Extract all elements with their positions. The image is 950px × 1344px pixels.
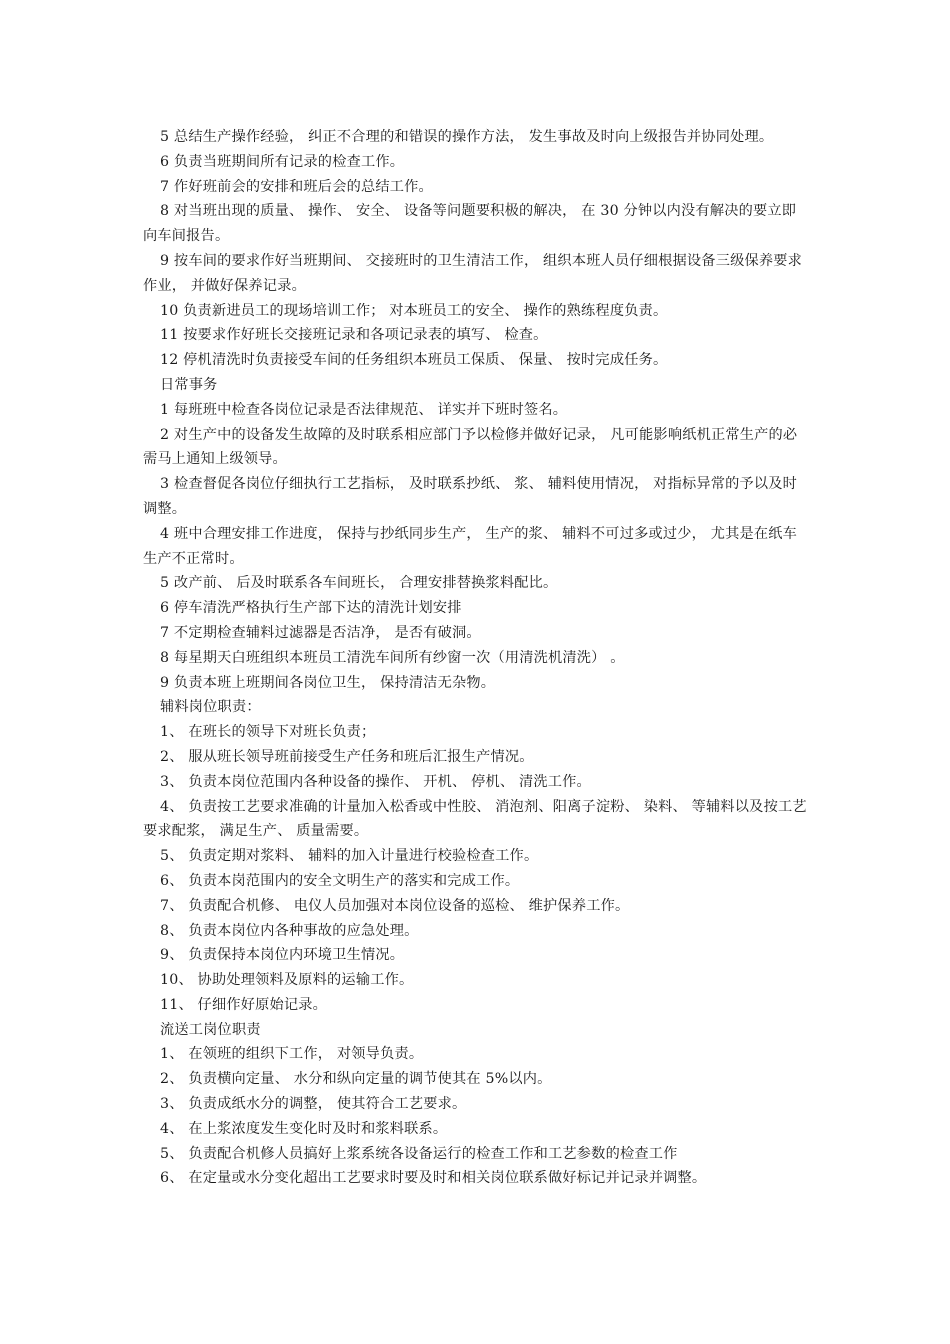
paragraph: 日常事务	[160, 376, 218, 393]
paragraph: 9 负责本班上班期间各岗位卫生， 保持清洁无杂物。	[160, 674, 496, 691]
paragraph: 2 对生产中的设备发生故障的及时联系相应部门予以检修并做好记录， 凡可能影响纸机正常生产的必需马上通知上级领导。	[143, 426, 798, 468]
paragraph: 流送工岗位职责	[160, 1021, 261, 1038]
paragraph: 9、 负责保持本岗位内环境卫生情况。	[160, 947, 405, 964]
paragraph: 7 作好班前会的安排和班后会的总结工作。	[160, 178, 433, 195]
paragraph: 1、 在班长的领导下对班长负责；	[160, 724, 376, 741]
paragraph: 2、 服从班长领导班前接受生产任务和班后汇报生产情况。	[160, 748, 534, 765]
paragraph: 1、 在领班的组织下工作， 对领导负责。	[160, 1046, 424, 1063]
paragraph: 辅料岗位职责：	[160, 699, 261, 716]
paragraph: 6 停车清洗严格执行生产部下达的清洗计划安排	[160, 600, 462, 617]
paragraph: 11 按要求作好班长交接班记录和各项记录表的填写、 检查。	[160, 327, 548, 344]
paragraph: 6、 负责本岗范围内的安全文明生产的落实和完成工作。	[160, 872, 520, 889]
paragraph: 8 对当班出现的质量、 操作、 安全、 设备等问题要积极的解决， 在 30 分钟以内没有解决的要立即向车间报告。	[143, 203, 797, 245]
paragraph: 4 班中合理安排工作进度， 保持与抄纸同步生产， 生产的浆、 辅料不可过多或过少， 尤其是在纸车生产不正常时。	[143, 525, 798, 567]
paragraph: 11、 仔细作好原始记录。	[160, 996, 328, 1013]
document-body	[143, 125, 808, 1191]
paragraph: 3、 负责本岗位范围内各种设备的操作、 开机、 停机、 清洗工作。	[160, 773, 591, 790]
paragraph: 10、 协助处理领料及原料的运输工作。	[160, 972, 414, 989]
paragraph: 2、 负责横向定量、 水分和纵向定量的调节使其在 5%以内。	[160, 1071, 552, 1088]
paragraph: 7、 负责配合机修、 电仪人员加强对本岗位设备的巡检、 维护保养工作。	[160, 897, 630, 914]
paragraph: 10 负责新进员工的现场培训工作； 对本班员工的安全、 操作的熟练程度负责。	[160, 302, 668, 319]
paragraph: 9 按车间的要求作好当班期间、 交接班时的卫生清洁工作， 组织本班人员仔细根据设备三级保养要求作业， 并做好保养记录。	[143, 252, 803, 294]
paragraph: 7 不定期检查辅料过滤器是否洁净， 是否有破洞。	[160, 624, 481, 641]
paragraph: 1 每班班中检查各岗位记录是否法律规范、 详实并下班时签名。	[160, 401, 568, 418]
paragraph: 5 总结生产操作经验， 纠正不合理的和错误的操作方法， 发生事故及时向上级报告并协同处理。	[160, 129, 774, 145]
paragraph: 5、 负责配合机修人员搞好上浆系统各设备运行的检查工作和工艺参数的检查工作	[160, 1145, 678, 1162]
paragraph: 12 停机清洗时负责接受车间的任务组织本班员工保质、 保量、 按时完成任务。	[160, 352, 668, 369]
paragraph: 4、 负责按工艺要求准确的计量加入松香或中性胶、 消泡剂、阳离子淀粉、 染料、 等辅料以及按工艺要求配浆， 满足生产、 质量需要。	[143, 798, 807, 840]
paragraph: 5 改产前、 后及时联系各车间班长， 合理安排替换浆料配比。	[160, 575, 558, 592]
paragraph: 4、 在上浆浓度发生变化时及时和浆料联系。	[160, 1120, 448, 1137]
paragraph: 3 检查督促各岗位仔细执行工艺指标， 及时联系抄纸、 浆、 辅料使用情况， 对指标异常的予以及时调整。	[143, 476, 798, 517]
paragraph: 6 负责当班期间所有记录的检查工作。	[160, 153, 405, 170]
paragraph: 8 每星期天白班组织本班员工清洗车间所有纱窗一次（用清洗机清洗） 。	[160, 649, 625, 666]
paragraph: 5、 负责定期对浆料、 辅料的加入计量进行校验检查工作。	[160, 848, 539, 865]
paragraph: 6、 在定量或水分变化超出工艺要求时要及时和相关岗位联系做好标记并记录并调整。	[160, 1170, 707, 1187]
paragraph: 8、 负责本岗位内各种事故的应急处理。	[160, 922, 419, 939]
paragraph: 3、 负责成纸水分的调整， 使其符合工艺要求。	[160, 1096, 467, 1113]
